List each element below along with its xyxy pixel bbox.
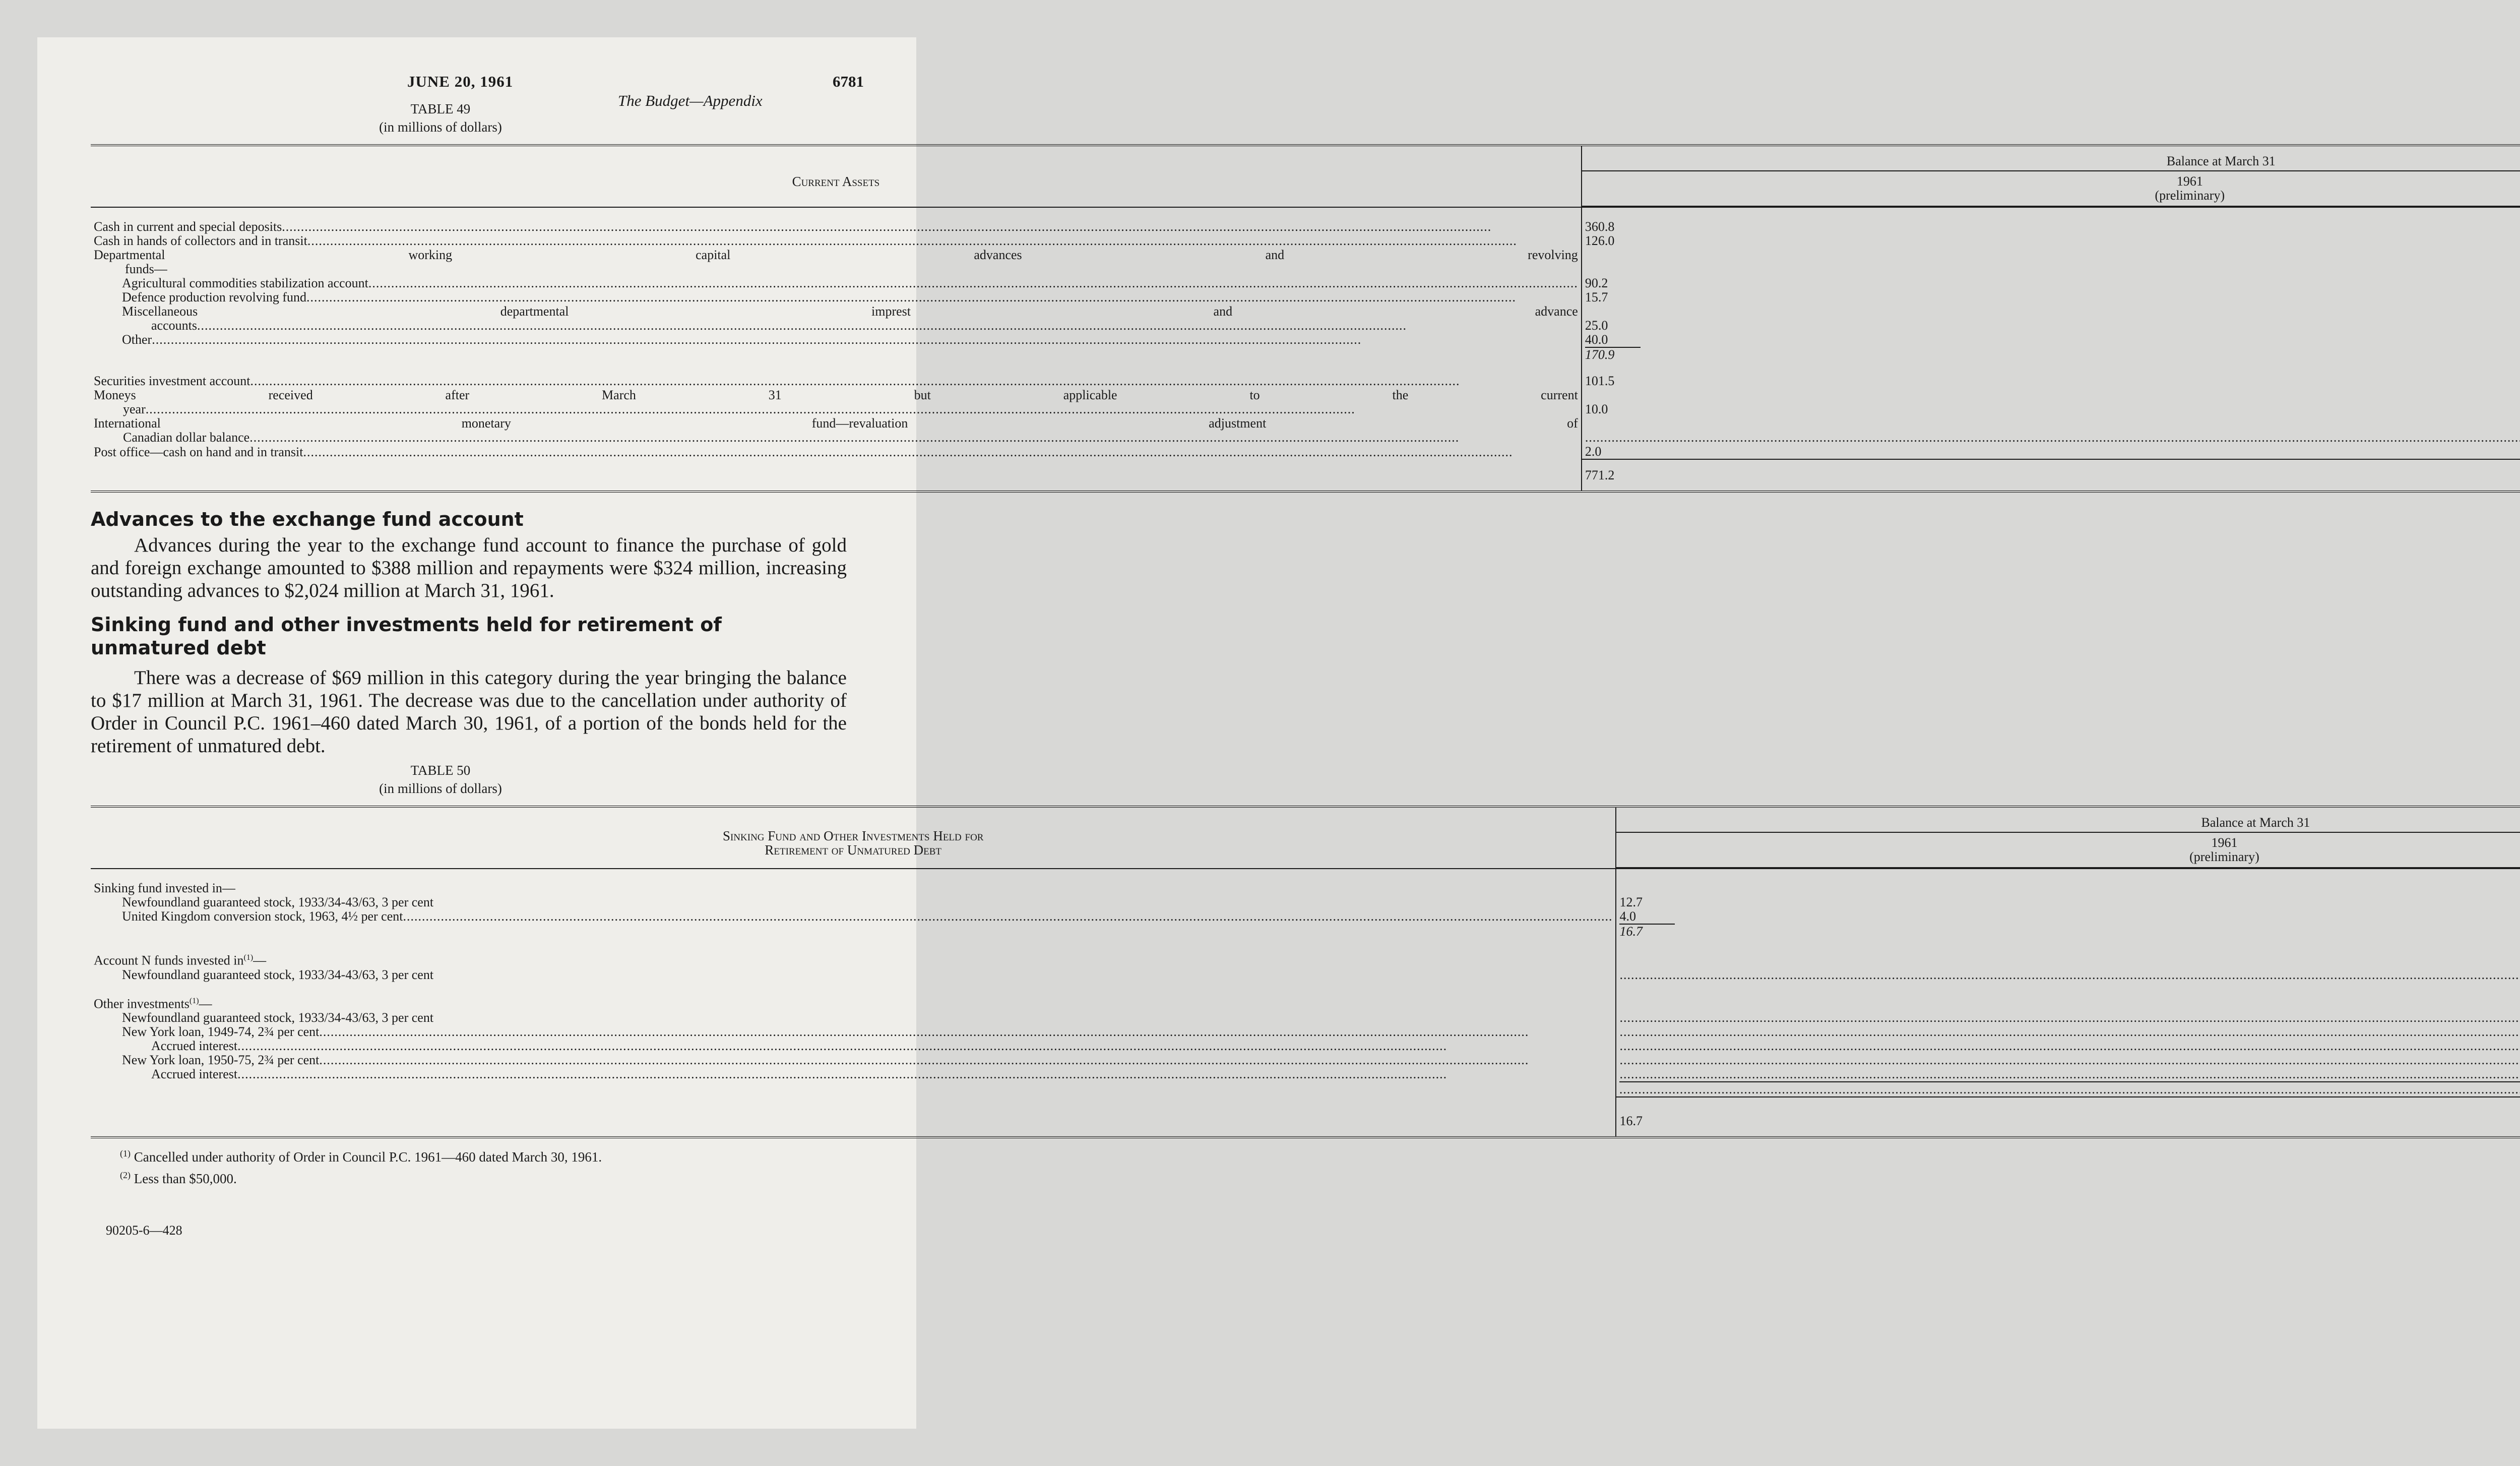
header-date: JUNE 20, 1961 xyxy=(407,73,514,90)
row-label: Newfoundland guaranteed stock, 1933/34-43/63, 3 per cent xyxy=(122,1010,434,1025)
table49-col-1961-year: 1961 xyxy=(2176,174,2203,189)
footnote-1 xyxy=(120,1144,847,1166)
row-label: Defence production revolving fund xyxy=(122,290,307,304)
table-row xyxy=(91,388,2520,416)
footnote-text: Cancelled under authority of Order in Council P.C. 1961—460 dated March 30, 1961. xyxy=(134,1149,602,1165)
footnote-mark: (1) xyxy=(120,1148,131,1159)
footnote-ref: (1) xyxy=(243,953,254,962)
row-label: Other xyxy=(122,332,152,347)
table-row xyxy=(91,895,2520,909)
table50-col-label-1: Sinking Fund and Other Investments Held for xyxy=(722,828,984,843)
table-row xyxy=(91,445,2520,459)
row-label: Securities investment account xyxy=(94,374,250,388)
table49-col-label xyxy=(91,145,1582,206)
cell-1961: 101.5 xyxy=(1582,374,2520,388)
table-row xyxy=(91,909,2520,924)
cell-1961: 15.7 xyxy=(1582,290,2520,304)
row-label: Moneys received after March 31 but applicable to the current xyxy=(94,388,1578,402)
document-page xyxy=(37,37,2310,1429)
row-label-cont: accounts xyxy=(151,318,197,333)
footnote-2 xyxy=(120,1166,847,1188)
table-row xyxy=(91,234,2520,248)
table-row xyxy=(91,276,2520,290)
table-row xyxy=(91,1053,2520,1067)
table-row xyxy=(91,968,2520,982)
row-label: Sinking fund invested in— xyxy=(94,881,235,895)
table-row xyxy=(91,248,2520,276)
total-row xyxy=(91,1097,2520,1128)
table-row xyxy=(91,881,2520,895)
page-number: 6781 xyxy=(833,73,864,90)
cell-1961: 360.8 xyxy=(1582,220,2520,234)
subtotal-1961: 170.9 xyxy=(1585,347,1641,362)
job-number: 90205-6—428 xyxy=(106,1223,182,1238)
row-label: Cash in current and special deposits xyxy=(94,219,282,234)
row-label: New York loan, 1949-74, 2¾ per cent xyxy=(122,1024,320,1040)
table50 xyxy=(91,806,2520,1138)
row-label: United Kingdom conversion stock, 1963, 4½ per cent xyxy=(122,909,403,924)
table49-col-label-text: Current Assets xyxy=(792,173,880,189)
total-1961: 16.7 xyxy=(1616,1097,2520,1128)
section-heading-exchange-fund: Advances to the exchange fund account xyxy=(91,508,524,530)
table-row xyxy=(91,374,2520,388)
table50-col-balance xyxy=(1616,807,2520,832)
table50-title: TABLE 50 xyxy=(410,763,471,778)
table50-col-1961 xyxy=(1616,832,2520,868)
footnote-ref: (1) xyxy=(189,996,199,1005)
row-label: Account N funds invested in xyxy=(94,953,244,968)
subtotal-1961: 16.7 xyxy=(1619,924,1675,939)
cell-1961: 4.0 xyxy=(1616,909,2520,924)
table-row xyxy=(91,304,2520,333)
row-label: Accrued interest xyxy=(151,1067,238,1082)
table-row xyxy=(91,1025,2520,1039)
table-row xyxy=(91,1067,2520,1081)
table49-unit: (in millions of dollars) xyxy=(379,119,502,135)
row-label: New York loan, 1950-75, 2¾ per cent xyxy=(122,1053,320,1068)
publication-title: The Budget—Appendix xyxy=(618,92,763,109)
table-row xyxy=(91,1039,2520,1053)
footnotes xyxy=(91,1144,847,1188)
table50-col-balance-text: Balance at March 31 xyxy=(2201,815,2310,830)
section-text-exchange-fund: Advances during the year to the exchange fund account to finance the purchase of gold and foreign exchange amounted to $388 million and repayments were $324 million, increasing outstanding advances to $2,024 million at March 31, 1961. xyxy=(91,534,847,601)
page-content xyxy=(91,71,2310,1238)
table49-col-1961-sub: (preliminary) xyxy=(2155,188,2225,203)
table-row xyxy=(91,994,2520,1011)
row-label-cont: Canadian dollar balance xyxy=(123,430,250,445)
table-row xyxy=(91,290,2520,304)
row-label: Cash in hands of collectors and in transit xyxy=(94,233,307,248)
table49-col-balance-text: Balance at March 31 xyxy=(2166,154,2276,168)
cell-1961: 90.2 xyxy=(1582,276,2520,290)
table49 xyxy=(91,144,2520,493)
subtotal-row xyxy=(91,1081,2520,1097)
row-label: International monetary fund—revaluation adjustment of xyxy=(94,416,1578,431)
table-row xyxy=(91,951,2520,968)
row-label-tail: — xyxy=(253,953,267,968)
row-label: Agricultural commodities stabilization account xyxy=(122,276,368,290)
table49-title: TABLE 49 xyxy=(410,101,471,116)
row-label: Newfoundland guaranteed stock, 1933/34-43/63, 3 per cent xyxy=(122,967,434,982)
row-label: Accrued interest xyxy=(151,1039,238,1054)
table50-unit: (in millions of dollars) xyxy=(379,781,502,796)
row-label: Newfoundland guaranteed stock, 1933/34-43/63, 3 per cent xyxy=(122,895,434,909)
row-label: Miscellaneous departmental imprest and advance xyxy=(122,304,1578,319)
table49-col-balance xyxy=(1582,145,2520,171)
cell-1961: 12.7 xyxy=(1616,895,2520,909)
footnote-text: Less than $50,000. xyxy=(134,1171,237,1187)
cell-1961: 10.0 xyxy=(1582,388,2520,416)
table-row xyxy=(91,333,2520,347)
cell-1961: 25.0 xyxy=(1582,304,2520,333)
table50-col-1961-sub: (preliminary) xyxy=(2189,849,2259,864)
table50-col-label-2: Retirement of Unmatured Debt xyxy=(765,842,942,858)
table-row xyxy=(91,220,2520,234)
footnote-mark: (2) xyxy=(120,1170,131,1181)
subtotal-row xyxy=(91,347,2520,362)
table50-col-1961-year: 1961 xyxy=(2211,835,2238,850)
section-heading-sinking-fund: Sinking fund and other investments held for retirement of unmatured debt xyxy=(91,614,722,659)
row-label-cont: year xyxy=(123,402,146,416)
row-label-tail: — xyxy=(199,996,212,1011)
total-1961: 771.2 xyxy=(1582,459,2520,482)
row-label: Post office—cash on hand and in transit xyxy=(94,445,303,459)
cell-1961: 2.0 xyxy=(1582,445,2520,459)
table-row xyxy=(91,1011,2520,1025)
table50-caption xyxy=(91,761,790,798)
row-label: Departmental working capital advances and revolving xyxy=(94,248,1578,262)
total-row xyxy=(91,459,2520,482)
table-row xyxy=(91,416,2520,445)
subtotal-row xyxy=(91,924,2520,939)
section-text-sinking-fund: There was a decrease of $69 million in this category during the year bringing the balance to $17 million at March 31, 1961. The decrease was due to the cancellation under authority of Order in Council P.C. 1961–460 dated March 30, 1961, of a portion of the bonds held for the retirement of unmatured debt. xyxy=(91,667,847,757)
row-label-cont: funds— xyxy=(125,262,167,276)
table50-col-label xyxy=(91,807,1616,868)
table49-col-1961 xyxy=(1582,171,2520,206)
cell-1961: 126.0 xyxy=(1582,234,2520,248)
row-label: Other investments xyxy=(94,996,190,1011)
cell-1961: 40.0 xyxy=(1582,333,2520,347)
